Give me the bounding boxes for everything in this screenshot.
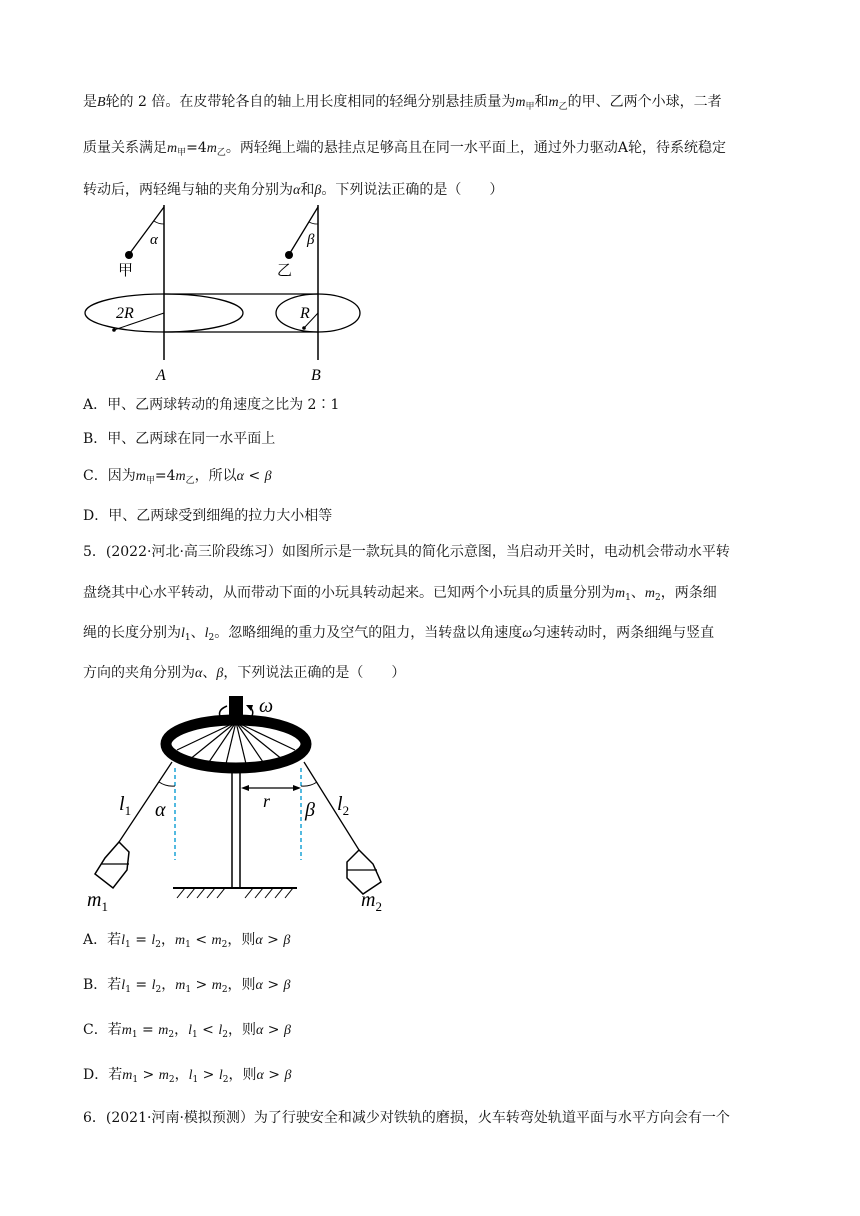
q6-line-1: 6．(2021·河南·模拟预测）为了行驶安全和减少对铁轨的磨损，火车转弯处轨道平面与水平方向会有一个	[83, 1110, 730, 1126]
q4-option-a: A．甲、乙两球转动的角速度之比为 2∶1	[83, 397, 340, 413]
weight-m1	[95, 842, 129, 888]
label-l1: $l_1$	[119, 793, 132, 818]
label-jia: 甲	[118, 263, 134, 279]
label-b: B	[311, 367, 321, 384]
weight-m2	[347, 850, 381, 894]
q5-turntable-figure	[85, 692, 395, 912]
ground-hatch	[177, 888, 293, 898]
q4-belt-pulley-figure	[80, 200, 380, 385]
label-alpha: α	[150, 232, 158, 248]
label-beta: β	[307, 232, 315, 248]
q5-option-c: C．若$m_1 = m_2$，$l_1 < l_2$，则α > β	[83, 1022, 291, 1040]
q5-line-2: 盘绕其中心水平转动，从而带动下面的小玩具转动起来。已知两个小玩具的质量分别为$m_1$、$m_2$，两条细	[83, 585, 717, 603]
turntable-ring	[166, 720, 306, 768]
radius-arrowhead-left	[241, 785, 249, 791]
label-2r: 2R	[116, 305, 134, 322]
angle-arc-alpha	[159, 782, 175, 786]
label-a: A	[156, 367, 166, 384]
label-alpha: α	[155, 799, 166, 821]
rope-jia	[130, 207, 164, 253]
q5-line-4: 方向的夹角分别为α、β，下列说法正确的是（ ）	[83, 665, 406, 681]
label-beta: β	[305, 799, 315, 821]
label-omega: ω	[259, 695, 274, 717]
label-m2: $m_2$	[361, 889, 382, 912]
angle-arc-beta	[309, 222, 318, 224]
radius-arrowhead-right	[293, 785, 301, 791]
q5-option-d: D．若$m_1 > m_2$，$l_1 > l_2$，则α > β	[83, 1067, 292, 1085]
q5-option-a: A．若$l_1 = l_2$，$m_1 < m_2$，则α > β	[83, 932, 291, 950]
radius-a-end	[112, 328, 116, 332]
radius-b-end	[302, 326, 306, 330]
q5-option-b: B．若$l_1 = l_2$，$m_1 > m_2$，则α > β	[83, 977, 291, 995]
angle-arc-alpha	[154, 221, 164, 224]
angle-arc-beta	[301, 782, 317, 786]
ball-yi	[285, 251, 293, 259]
label-m1: $m_1$	[87, 889, 108, 912]
q4-option-c: C．因为$m_甲=4m_乙$，所以α < β	[83, 468, 272, 486]
label-l2: $l_2$	[337, 793, 350, 818]
q5-line-1: 5．(2022·河北·高三阶段练习）如图所示是一款玩具的简化示意图，当启动开关时，电动机会带动水平转	[83, 544, 730, 560]
label-r: r	[263, 791, 271, 811]
q4-line-3: 转动后，两轻绳与轴的夹角分别为α和β。下列说法正确的是（ ）	[83, 182, 504, 198]
label-r: R	[300, 305, 310, 322]
q5-line-3: 绳的长度分别为$l_1$、$l_2$。忽略细绳的重力及空气的阻力，当转盘以角速度ω匀速转动时，两条细绳与竖直	[83, 625, 715, 643]
q4-line-2: 质量关系满足$m_甲=4m_乙$。两轻绳上端的悬挂点足够高且在同一水平面上，通过外力驱动A轮，待系统稳定	[83, 140, 727, 158]
q4-option-b: B．甲、乙两球在同一水平面上	[83, 431, 276, 447]
ball-jia	[125, 251, 133, 259]
q4-option-d: D．甲、乙两球受到细绳的拉力大小相等	[83, 508, 333, 524]
q4-line-1: 是B轮的 2 倍。在皮带轮各自的轴上用长度相同的轻绳分别悬挂质量为$m_甲$和$m_乙$的甲、乙两个小球，二者	[83, 94, 722, 112]
label-yi: 乙	[277, 263, 293, 279]
